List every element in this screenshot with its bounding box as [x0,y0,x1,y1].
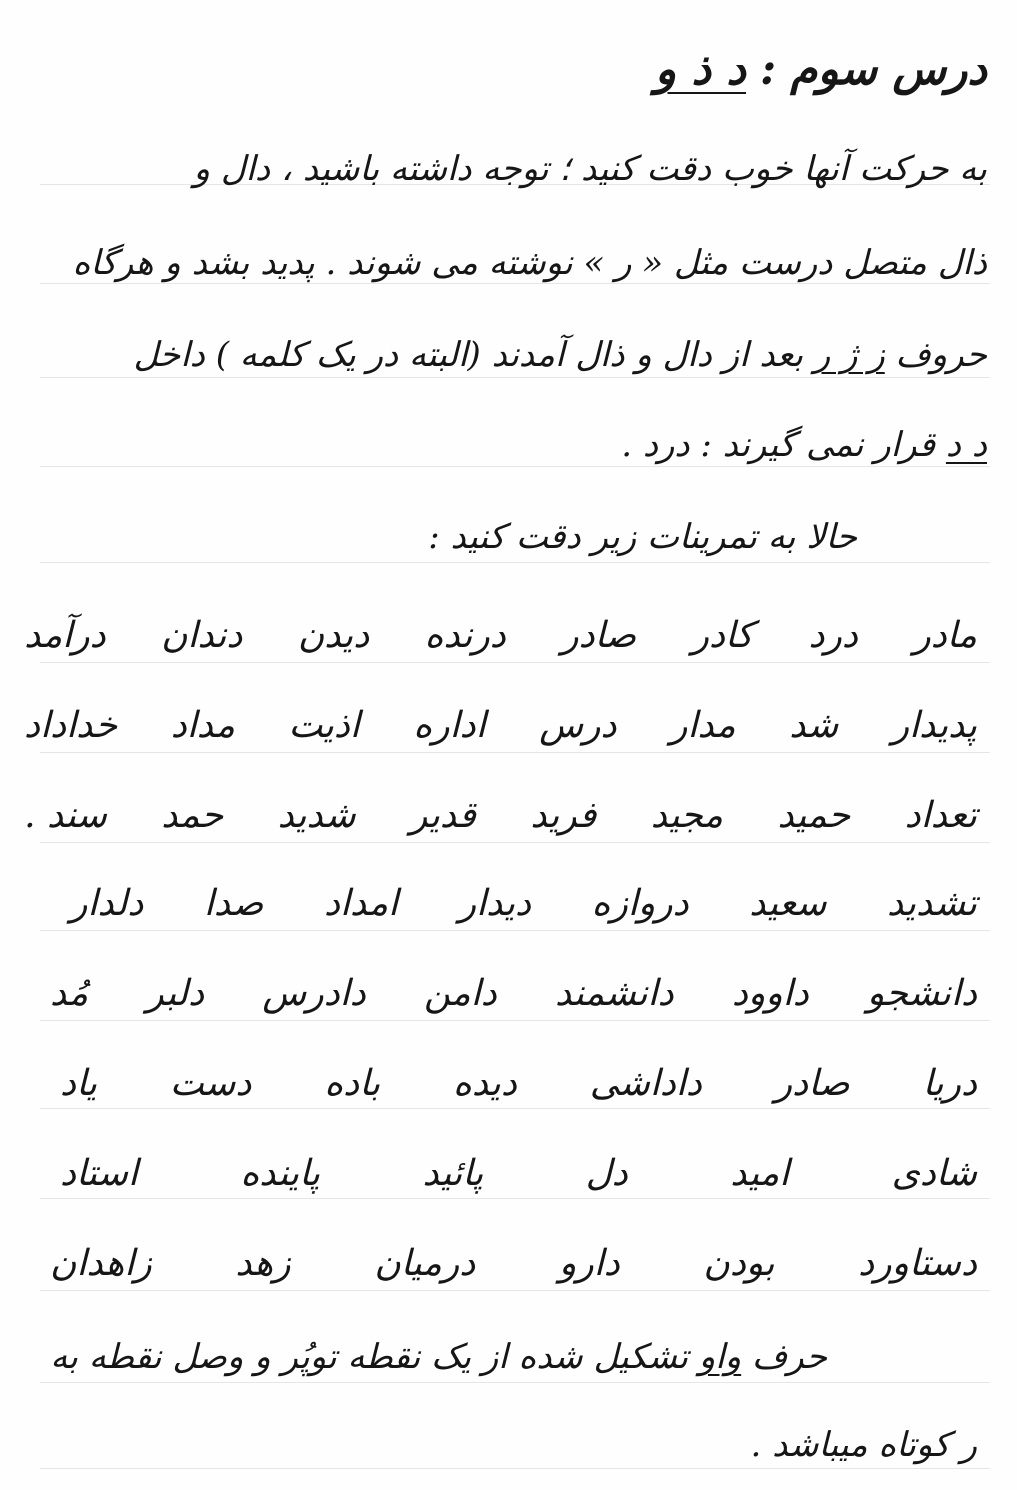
practice-word: سعید [749,883,827,924]
practice-word: بودن [703,1243,775,1284]
practice-word: دروازه [591,883,689,924]
ruled-line [40,1198,990,1199]
practice-word: دل [585,1153,628,1194]
practice-word: درنده [424,615,506,656]
practice-word: دیدار [458,883,532,924]
practice-word: یاد [60,1063,98,1104]
practice-word: پاینده [240,1153,321,1194]
practice-word: دیدن [297,615,370,656]
practice-word: خداداد [24,705,118,746]
word-row [24,795,977,836]
practice-word: شادی [891,1153,977,1194]
ruled-line [40,1382,990,1383]
practice-word: داداشی [589,1063,702,1104]
practice-word: مداد [170,705,235,746]
practice-word: کادر [691,615,754,656]
practice-word: دانشمند [554,973,674,1014]
practice-word: شد [789,705,839,746]
practice-word: امداد [323,883,399,924]
ruled-line [40,662,990,663]
practice-word: دامن [424,973,497,1014]
practice-word: پدیدار [891,705,977,746]
ruled-line [40,752,990,753]
word-row [24,705,977,746]
intro-line-3 [133,335,987,375]
practice-word: دادرس [262,973,366,1014]
practice-word: زاهدان [50,1243,152,1284]
practice-word: حمد [161,795,224,836]
practice-word: داوود [731,973,809,1014]
practice-word: صادر [561,615,637,656]
practice-word: درآمد [24,615,106,656]
exercise-heading: حالا به تمرینات زیر دقت کنید : [428,517,857,557]
practice-word: حمید [777,795,851,836]
practice-word: دارو [558,1243,620,1284]
practice-word: پائید [422,1153,484,1194]
practice-word: مُد [50,973,89,1014]
practice-word: تعداد [904,795,977,836]
practice-word: دلبر [146,973,205,1014]
underlined-word: واو [698,1337,742,1377]
word-row [60,1063,977,1104]
underlined-letters: ز ژ ر [813,335,885,375]
practice-word: دانشجو [866,973,977,1014]
practice-word: اداره [413,705,486,746]
footer-line-2: ر کوتاه میباشد . [750,1425,977,1465]
intro-line-3-end: بعد از دال و ذال آمدند (البته در یک کلمه ) داخل [133,335,804,375]
lesson-letters: د ذ و [654,44,747,95]
ruled-line [40,466,990,467]
practice-word: امید [730,1153,790,1194]
word-row [50,973,977,1014]
practice-word: مدار [670,705,736,746]
practice-word: مادر [913,615,977,656]
practice-word: قدیر [410,795,476,836]
practice-word: شدید [277,795,356,836]
ruled-line [40,842,990,843]
practice-word: دست [169,1063,252,1104]
ruled-line [40,377,990,378]
ruled-line [40,930,990,931]
practice-word: باده [324,1063,381,1104]
ruled-line [40,562,990,563]
word-row [70,883,977,924]
practice-word: زهد [235,1243,291,1284]
practice-word: دلدار [70,883,144,924]
ruled-line [40,283,990,284]
lesson-title [654,44,987,95]
ruled-line [40,1108,990,1109]
title-colon: : [760,44,777,95]
practice-word: دریا [922,1063,977,1104]
footer-line-1-start: حرف [751,1337,827,1377]
practice-word: سند . [24,795,107,836]
practice-word: تشدید [887,883,977,924]
practice-word: صدا [203,883,264,924]
footer-line-1-end: تشکیل شده از یک نقطه توپُر و وصل نقطه به [50,1337,689,1377]
practice-word: مجید [650,795,724,836]
practice-word: درد [808,615,858,656]
ruled-line [40,1290,990,1291]
intro-line-4 [621,425,987,465]
underlined-letters: د د [945,425,987,465]
intro-line-3-start: حروف [895,335,987,375]
practice-word: درس [539,705,617,746]
footer-line-1 [50,1337,827,1377]
practice-word: اذیت [288,705,360,746]
practice-word: استاد [60,1153,139,1194]
ruled-line [40,1468,990,1469]
word-row [24,615,977,656]
practice-word: دستاورد [858,1243,977,1284]
intro-line-1: به حرکت آنها خوب دقت کنید ؛ توجه داشته باشید ، دال و [193,149,987,189]
practice-word: فرید [530,795,597,836]
lesson-heading: درس سوم [790,44,987,95]
practice-word: درمیان [374,1243,476,1284]
ruled-line [40,1020,990,1021]
intro-line-4-end: قرار نمی گیرند : درد . [621,425,936,465]
word-row [60,1153,977,1194]
word-row [50,1243,977,1284]
intro-line-2: ذال متصل درست مثل « ر » نوشته می شوند . پدید بشد و هرگاه [72,243,987,283]
practice-word: صادر [774,1063,850,1104]
practice-word: دندان [161,615,243,656]
practice-word: دیده [453,1063,517,1104]
